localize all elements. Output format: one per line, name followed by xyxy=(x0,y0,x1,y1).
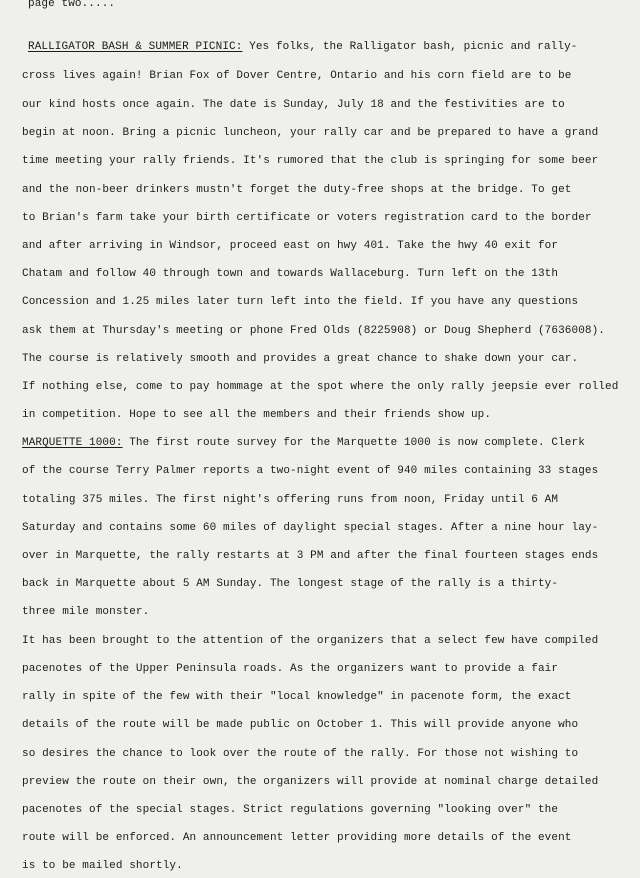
body-line: back in Marquette about 5 AM Sunday. The longest stage of the rally is a thirty- xyxy=(22,578,559,590)
body-line: time meeting your rally friends. It's rumored that the club is springing for some beer xyxy=(22,155,599,167)
body-line: Chatam and follow 40 through town and towards Wallaceburg. Turn left on the 13th xyxy=(22,268,559,280)
body-line: It has been brought to the attention of the organizers that a select few have compiled xyxy=(22,635,599,647)
body-line: in competition. Hope to see all the members and their friends show up. xyxy=(22,409,492,421)
body-line: is to be mailed shortly. xyxy=(22,860,183,872)
body-line: and the non-beer drinkers mustn't forget the duty-free shops at the bridge. To get xyxy=(22,184,572,196)
body-line: so desires the chance to look over the route of the rally. For those not wishing to xyxy=(22,748,579,760)
body-line: The course is relatively smooth and provides a great chance to shake down your car. xyxy=(22,353,579,365)
body-line: Saturday and contains some 60 miles of daylight special stages. After a nine hour lay- xyxy=(22,522,599,534)
body-line: pacenotes of the special stages. Strict regulations governing "looking over" the xyxy=(22,804,559,816)
section-heading-ralligator: RALLIGATOR BASH & SUMMER PICNIC: xyxy=(28,41,243,53)
section-line xyxy=(22,430,585,456)
body-line: route will be enforced. An announcement letter providing more details of the event xyxy=(22,832,572,844)
body-line: begin at noon. Bring a picnic luncheon, your rally car and be prepared to have a grand xyxy=(22,127,599,139)
body-line: to Brian's farm take your birth certificate or voters registration card to the border xyxy=(22,212,592,224)
body-line: ask them at Thursday's meeting or phone Fred Olds (8225908) or Doug Shepherd (7636008). xyxy=(22,325,605,337)
body-line: three mile monster. xyxy=(22,606,150,618)
body-line: details of the route will be made public on October 1. This will provide anyone who xyxy=(22,719,579,731)
body-line: If nothing else, come to pay hommage at the spot where the only rally jeepsie ever rolled xyxy=(22,381,619,393)
body-line: our kind hosts once again. The date is Sunday, July 18 and the festivities are to xyxy=(22,99,565,111)
body-line: and after arriving in Windsor, proceed east on hwy 401. Take the hwy 40 exit for xyxy=(22,240,559,252)
body-line: pacenotes of the Upper Peninsula roads. As the organizers want to provide a fair xyxy=(22,663,559,675)
section-text: Yes folks, the Ralligator bash, picnic and rally- xyxy=(242,41,578,53)
body-line: rally in spite of the few with their "local knowledge" in pacenote form, the exact xyxy=(22,691,572,703)
body-line: Concession and 1.25 miles later turn left into the field. If you have any questions xyxy=(22,296,579,308)
body-line: of the course Terry Palmer reports a two-night event of 940 miles containing 33 stages xyxy=(22,465,599,477)
page-header: page two..... xyxy=(28,0,116,10)
section-heading-marquette: MARQUETTE 1000: xyxy=(22,437,123,449)
body-line: over in Marquette, the rally restarts at 3 PM and after the final fourteen stages ends xyxy=(22,550,599,562)
body-line: totaling 375 miles. The first night's offering runs from noon, Friday until 6 AM xyxy=(22,494,559,506)
section-line xyxy=(28,34,578,60)
section-text: The first route survey for the Marquette 1000 is now complete. Clerk xyxy=(122,437,585,449)
body-line: cross lives again! Brian Fox of Dover Centre, Ontario and his corn field are to be xyxy=(22,70,572,82)
body-line: preview the route on their own, the organizers will provide at nominal charge detailed xyxy=(22,776,599,788)
